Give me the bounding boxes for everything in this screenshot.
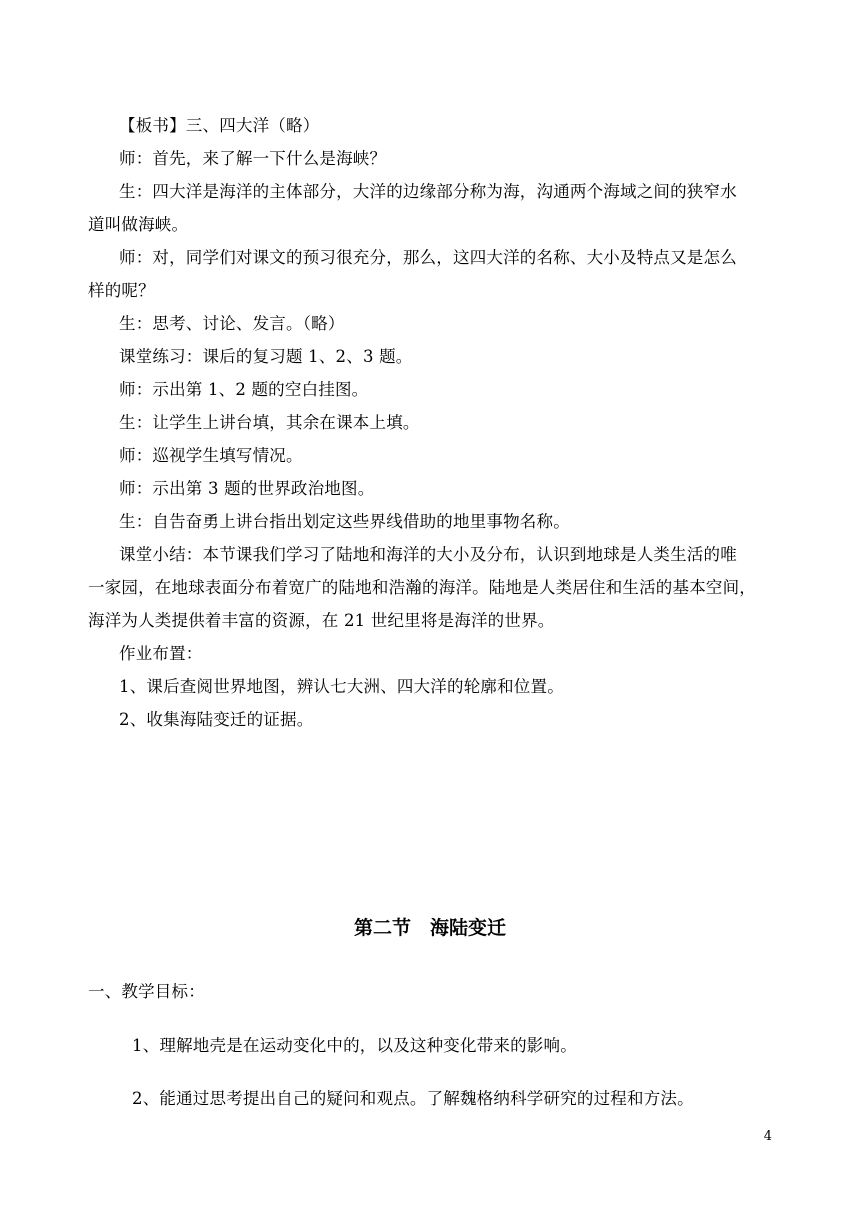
text-line: 1、课后查阅世界地图，辨认七大洲、四大洋的轮廓和位置。	[119, 677, 564, 696]
text-line: 师：巡视学生填写情况。	[119, 446, 303, 465]
text-line: 作业布置：	[119, 644, 203, 663]
text-line: 海洋为人类提供着丰富的资源，在 21 世纪里将是海洋的世界。	[88, 611, 555, 630]
text-line: 师：首先，来了解一下什么是海峡？	[119, 149, 387, 168]
text-line: 样的呢？	[88, 281, 155, 300]
text-line: 课堂小结：本节课我们学习了陆地和海洋的大小及分布，认识到地球是人类生活的唯	[119, 545, 737, 564]
text-line: 课堂练习：课后的复习题 1、2、3 题。	[119, 347, 413, 366]
text-line: 【板书】三、四大洋（略）	[119, 116, 320, 135]
text-line: 师：示出第 1、2 题的空白挂图。	[119, 380, 369, 399]
text-line: 生：思考、讨论、发言。（略）	[119, 314, 345, 333]
text-line: 生：让学生上讲台填，其余在课本上填。	[119, 413, 420, 432]
text-line: 道叫做海峡。	[88, 215, 189, 234]
objectives-heading: 一、教学目标：	[88, 982, 205, 1001]
objective-item: 1、理解地壳是在运动变化中的，以及这种变化带来的影响。	[132, 1036, 577, 1055]
section-title: 第二节 海陆变迁	[353, 917, 506, 939]
text-line: 师：对，同学们对课文的预习很充分，那么，这四大洋的名称、大小及特点又是怎么	[119, 248, 737, 267]
page-number: 4	[763, 1129, 772, 1144]
text-line: 生：四大洋是海洋的主体部分，大洋的边缘部分称为海，沟通两个海域之间的狭窄水	[119, 182, 737, 201]
text-line: 一家园，在地球表面分布着宽广的陆地和浩瀚的海洋。陆地是人类居住和生活的基本空间，	[88, 578, 756, 597]
text-line: 师：示出第 3 题的世界政治地图。	[119, 479, 375, 498]
objective-item: 2、能通过思考提出自己的疑问和观点。了解魏格纳科学研究的过程和方法。	[132, 1089, 694, 1108]
text-line: 生：自告奋勇上讲台指出划定这些界线借助的地里事物名称。	[119, 512, 570, 531]
text-line: 2、收集海陆变迁的证据。	[119, 710, 314, 729]
